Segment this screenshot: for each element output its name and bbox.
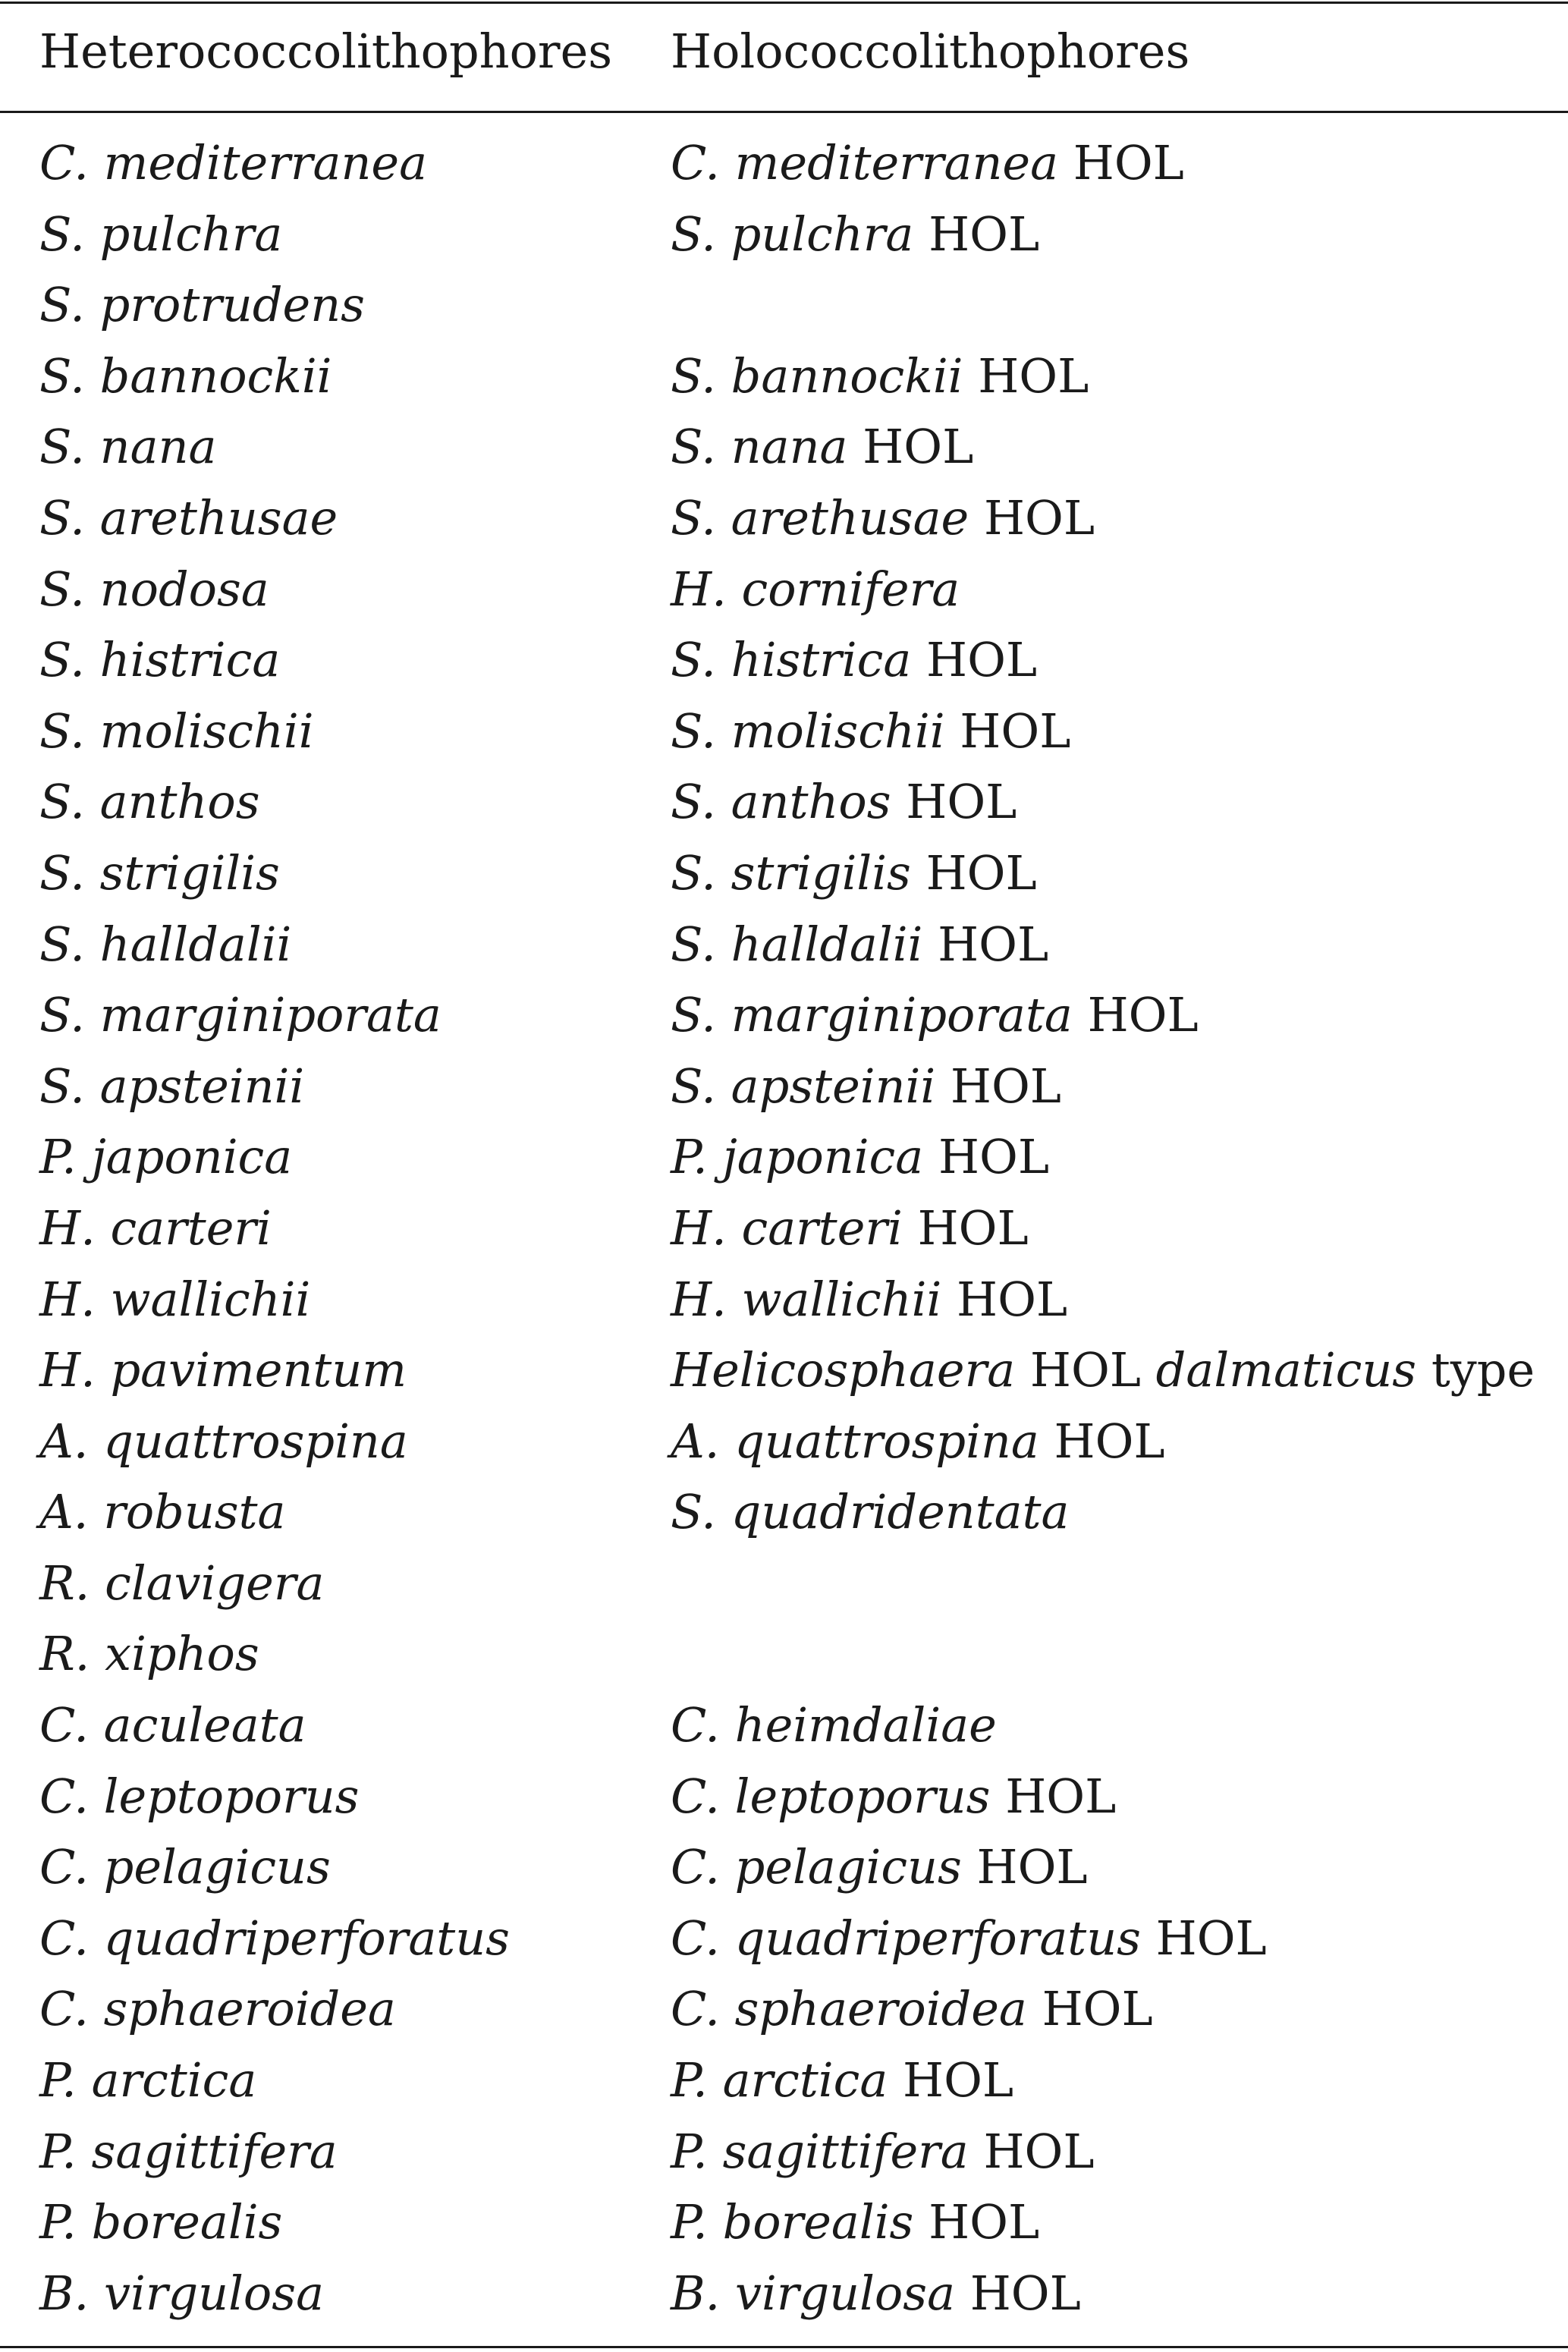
heterococcolithophore-cell: C. quadriperforatus — [39, 1910, 510, 1966]
header-rule — [0, 111, 1568, 113]
name-suffix: HOL — [941, 1271, 1068, 1327]
table-row — [0, 1340, 1568, 1411]
name-suffix: HOL — [1026, 1981, 1153, 2037]
species-name: S. histrica — [671, 632, 912, 688]
table-row — [0, 1056, 1568, 1127]
name-suffix: HOL — [847, 419, 974, 475]
species-name: C. sphaeroidea — [671, 1981, 1027, 2037]
name-suffix: HOL — [955, 2265, 1081, 2321]
table-row — [0, 1553, 1568, 1624]
name-suffix: HOL — [963, 347, 1089, 404]
species-name: P. borealis — [671, 2194, 914, 2250]
holococcolithophore-cell — [671, 1411, 1165, 1472]
name-suffix: HOL — [902, 1200, 1029, 1256]
species-name: B. virgulosa — [671, 2265, 956, 2321]
holococcolithophore-cell — [671, 488, 1095, 549]
table-row — [0, 417, 1568, 488]
table-row — [0, 1482, 1568, 1553]
table-row — [0, 1269, 1568, 1341]
heterococcolithophore-cell: S. molischii — [39, 703, 314, 759]
heterococcolithophore-cell: S. bannockii — [39, 347, 332, 404]
species-name: H. wallichii — [671, 1271, 942, 1327]
species-name: S. arethusae — [671, 489, 969, 546]
heterococcolithophore-cell: S. nodosa — [39, 561, 269, 617]
species-name: S. quadridentata — [671, 1484, 1070, 1540]
table-row — [0, 1766, 1568, 1838]
table-row — [0, 1979, 1568, 2050]
name-suffix: HOL — [923, 1129, 1050, 1185]
table-row — [0, 1624, 1568, 1695]
species-name: S. nana — [671, 419, 848, 475]
name-suffix: HOL — [935, 1058, 1061, 1114]
holococcolithophore-cell — [671, 133, 1184, 193]
holococcolithophore-cell — [671, 559, 960, 620]
heterococcolithophore-cell: S. apsteinii — [39, 1058, 305, 1114]
holococcolithophore-cell — [671, 772, 1017, 832]
heterococcolithophore-cell: C. aculeata — [39, 1697, 306, 1753]
species-name: Helicosphaera — [671, 1342, 1016, 1398]
table-row — [0, 701, 1568, 772]
top-rule — [0, 2, 1568, 4]
heterococcolithophore-cell: P. arctica — [39, 2052, 257, 2108]
heterococcolithophore-cell: S. arethusae — [39, 489, 338, 546]
heterococcolithophore-cell: C. leptoporus — [39, 1768, 360, 1824]
name-suffix: HOL — [969, 489, 1095, 546]
species-name: S. halldalii — [671, 916, 923, 972]
heterococcolithophore-cell: R. clavigera — [39, 1555, 325, 1611]
holococcolithophore-cell — [671, 843, 1037, 904]
holococcolithophore-cell — [671, 914, 1048, 975]
bottom-rule — [0, 2346, 1568, 2348]
name-suffix: HOL — [1072, 987, 1199, 1043]
species-name: P. sagittifera — [671, 2123, 969, 2179]
species-name: S. anthos — [671, 774, 891, 830]
heterococcolithophore-cell: C. mediterranea — [39, 135, 428, 190]
species-name: C. heimdaliae — [671, 1697, 997, 1753]
holococcolithophore-cell — [671, 630, 1037, 690]
holococcolithophore-cell — [671, 1127, 1049, 1187]
holococcolithophore-cell — [671, 417, 973, 477]
table-row — [0, 204, 1568, 275]
heterococcolithophore-cell: S. histrica — [39, 632, 281, 688]
table-row — [0, 1411, 1568, 1483]
species-name: C. pelagicus — [671, 1839, 962, 1895]
holococcolithophore-cell — [671, 346, 1089, 407]
species-name: H. cornifera — [671, 561, 960, 617]
species-name: S. molischii — [671, 703, 945, 759]
table-row — [0, 1837, 1568, 1908]
table-row — [0, 559, 1568, 630]
name-suffix: HOL — [911, 632, 1038, 688]
holococcolithophore-cell — [671, 1695, 997, 1756]
heterococcolithophore-cell: S. strigilis — [39, 844, 280, 901]
heterococcolithophore-cell: S. protrudens — [39, 277, 365, 333]
table-row — [0, 133, 1568, 204]
species-name: A. quattrospina — [671, 1413, 1039, 1469]
name-suffix: HOL — [1039, 1413, 1165, 1469]
table-row — [0, 772, 1568, 843]
holococcolithophore-cell — [671, 1979, 1153, 2039]
holococcolithophore-cell — [671, 1766, 1116, 1827]
species-name: H. carteri — [671, 1200, 903, 1256]
table-row — [0, 2263, 1568, 2335]
heterococcolithophore-cell: S. anthos — [39, 774, 260, 830]
species-name: P. japonica — [671, 1129, 924, 1185]
table-row — [0, 843, 1568, 914]
name-suffix: HOL — [913, 2194, 1040, 2250]
holococcolithophore-cell — [671, 204, 1039, 265]
name-suffix: HOL — [1058, 135, 1184, 190]
table-row — [0, 1198, 1568, 1269]
holococcolithophore-cell — [671, 2050, 1013, 2111]
species-name: C. leptoporus — [671, 1768, 991, 1824]
heterococcolithophore-cell: A. robusta — [39, 1484, 286, 1540]
table-row — [0, 914, 1568, 986]
name-suffix: HOL — [922, 916, 1049, 972]
heterococcolithophore-cell: P. borealis — [39, 2194, 283, 2250]
name-suffix: HOL — [961, 1839, 1088, 1895]
header-holococcolithophores: Holococcolithophores — [671, 24, 1190, 79]
holococcolithophore-cell — [671, 1837, 1088, 1898]
heterococcolithophore-cell: H. wallichii — [39, 1271, 311, 1327]
heterococcolithophore-cell: C. sphaeroidea — [39, 1981, 396, 2037]
name-suffix: HOL — [891, 774, 1017, 830]
table-body — [0, 133, 1568, 2334]
species-name: S. marginiporata — [671, 987, 1073, 1043]
table-row — [0, 275, 1568, 346]
heterococcolithophore-cell: B. virgulosa — [39, 2265, 325, 2321]
name-suffix: HOL — [910, 844, 1037, 901]
name-suffix: type — [1416, 1342, 1535, 1398]
table-row — [0, 346, 1568, 417]
header-heterococcolithophores: Heterococcolithophores — [39, 24, 613, 79]
heterococcolithophore-cell: R. xiphos — [39, 1626, 259, 1682]
heterococcolithophore-cell: S. pulchra — [39, 206, 283, 262]
name-suffix: HOL — [968, 2123, 1095, 2179]
table-row — [0, 2050, 1568, 2121]
species-name: S. bannockii — [671, 347, 963, 404]
name-suffix: HOL — [888, 2052, 1014, 2108]
heterococcolithophore-cell: H. pavimentum — [39, 1342, 407, 1398]
name-suffix: HOL — [1015, 1342, 1156, 1398]
heterococcolithophore-cell: P. sagittifera — [39, 2123, 338, 2179]
holococcolithophore-cell — [671, 701, 1070, 762]
heterococcolithophore-cell: S. nana — [39, 419, 217, 475]
species-name: C. mediterranea — [671, 135, 1059, 190]
heterococcolithophore-cell: P. japonica — [39, 1129, 293, 1185]
holococcolithophore-cell — [671, 1198, 1029, 1259]
table-row — [0, 985, 1568, 1056]
table-row — [0, 2192, 1568, 2263]
table-row — [0, 2121, 1568, 2193]
holococcolithophore-cell — [671, 2192, 1039, 2253]
heterococcolithophore-cell: S. marginiporata — [39, 987, 441, 1043]
name-suffix: HOL — [990, 1768, 1117, 1824]
species-name: P. arctica — [671, 2052, 888, 2108]
heterococcolithophore-cell: S. halldalii — [39, 916, 292, 972]
name-suffix: HOL — [944, 703, 1071, 759]
holococcolithophore-cell — [671, 1908, 1267, 1969]
name-suffix: HOL — [1140, 1910, 1267, 1966]
table-row — [0, 1695, 1568, 1766]
heterococcolithophore-cell: C. pelagicus — [39, 1839, 331, 1895]
heterococcolithophore-cell: H. carteri — [39, 1200, 272, 1256]
holococcolithophore-cell — [671, 1269, 1067, 1330]
table-row — [0, 630, 1568, 701]
holococcolithophore-cell — [671, 1482, 1070, 1542]
holococcolithophore-cell — [671, 985, 1199, 1046]
species-name: S. pulchra — [671, 206, 914, 262]
species-name: S. strigilis — [671, 844, 911, 901]
holococcolithophore-cell — [671, 1056, 1061, 1117]
holococcolithophore-cell — [671, 2121, 1095, 2182]
table-row — [0, 1127, 1568, 1198]
species-name: C. quadriperforatus — [671, 1910, 1141, 1966]
name-suffix: HOL — [913, 206, 1040, 262]
heterococcolithophore-cell: A. quattrospina — [39, 1413, 408, 1469]
holococcolithophore-cell — [671, 1340, 1535, 1401]
species-name: dalmaticus — [1155, 1342, 1417, 1398]
species-name: S. apsteinii — [671, 1058, 936, 1114]
table-row — [0, 488, 1568, 559]
holococcolithophore-cell — [671, 2263, 1081, 2324]
table-row — [0, 1908, 1568, 1979]
